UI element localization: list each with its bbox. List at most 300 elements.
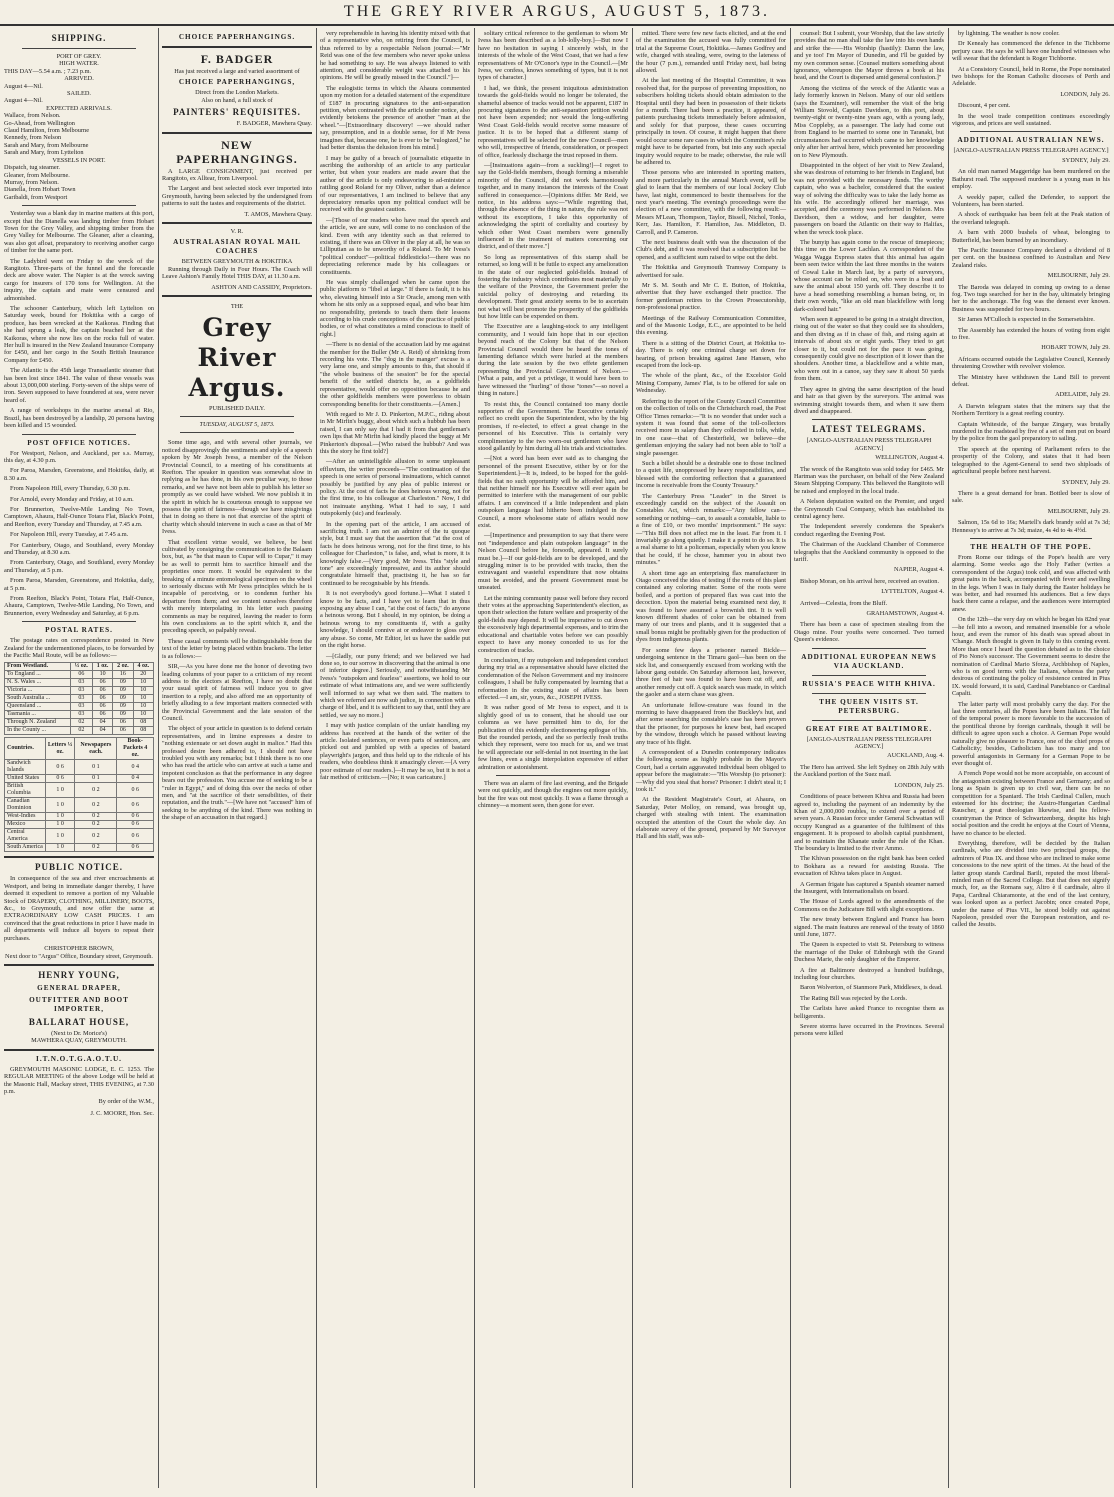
table-cell: 0 2 <box>75 813 117 821</box>
table-cell: 06 <box>113 727 133 735</box>
mail-text: Running through Daily in Four Hours. The Coach will Leave Ashton's Family Hotel THIS DAY, at 11.30 a.m. <box>162 265 312 281</box>
table-header: Newspapers each. <box>75 738 117 760</box>
table-cell: 0 6 <box>117 783 154 798</box>
table-cell: 03 <box>70 711 92 719</box>
divider <box>4 856 154 858</box>
table-header-row <box>5 663 154 671</box>
letter-paragraph: I may with justice complain of the unfair handling my address has received at the hands of the writer of the article. Isolated sentences, or even parts of sentences, are picked out and jumbled up with a species of bastard playwright's jargon, and thus held up to the ridicule of his readers, who doubtless think it amazingly clever.—[A very poor estimate of our readers.]—It may be so, but it is not a fair method of criticism.—[No; it was caricature.] <box>320 722 470 781</box>
post-notice: For Arnold, every Monday and Friday, at 10 a.m. <box>10 495 134 503</box>
telegram-text: Baron Wolverton, of Stanmore Park, Middlesex, is dead. <box>800 984 943 992</box>
letter-paragraph: With regard to Mr J. D. Pinkerton, M.P.C., riding about in Mr Mirfin's buggy, about which such a hubbub has been raised, I can only say that I had it from that gentleman's own lips that Mr Mirfin had kindly placed the buggy at Mr Pinkerton's disposal.—[Who raised the hubbub? And was this the story he first told?] <box>320 410 470 455</box>
public-notice-name: CHRISTOPHER BROWN, <box>44 945 114 953</box>
telegram-place: WELLINGTON, August 4. <box>875 454 944 462</box>
table-cell: United States <box>5 775 46 783</box>
masthead-title: THE GREY RIVER ARGUS, AUGUST 5, 1873. <box>343 3 771 20</box>
table-cell: 10 <box>133 695 153 703</box>
news-paragraph: At the last meeting of the Hospital Committee, it was resolved that, for the purpose of preventing imposition, no subscribers holding tickets should obtain admission to the Hospital until they had been in possession of their tickets for a month. There had been a practice, it appeared, of patients purchasing tickets immediately before admission, and solely for that purpose, these cases occurring principally in town. Of course, it might happen that there would occur some rare cases in which the Committee's rule might have to be departed from, but into any such special inquiry would require to be made; otherwise, the rule will be adhered to. <box>636 77 786 166</box>
mail-line: BETWEEN GREYMOUTH & HOKITIKA <box>181 258 293 266</box>
pope-paragraph: The latter party will most probably carry the day. For the last three centuries, all the Popes have been Italians. The fall of the temporal power is more favorable to the succession of the pontifical throne by foreign cardinals, though it will be difficult to agree upon such a choice. A German Pope would naturally give no pleasure to France, one of the chief props of Catholicity; besides, Catholicism has too many and too powerful antagonists in Germany for a German Pope to be ever thought of. <box>952 700 1110 767</box>
table-cell: Canadian Dominion <box>5 798 46 813</box>
news-paragraph: Meetings of the Railway Communication Committee, and of the Masonic Lodge, E.C., are appointed to be held this evening. <box>636 314 786 337</box>
telegram-text: The Chairman of the Auckland Chamber of Commerce telegraphs that the Auckland community is opposed to the tariff. <box>794 541 944 563</box>
telegram-place: AUCKLAND, Aug. 4. <box>887 752 944 760</box>
expected-item: Sarah and Mary, from Melbourne <box>4 141 89 149</box>
sailed-label: SAILED. <box>67 90 91 98</box>
telegram-text: An old man named Maggeridge has been murdered on the Bathurst road. The supposed murderer is a young man in his employ. <box>952 168 1110 191</box>
vessels-label: VESSELS IN PORT. <box>52 156 106 164</box>
table-cell: South America <box>5 844 46 852</box>
divider <box>22 621 136 622</box>
euro-agency: [ANGLO-AUSTRALIAN PRESS TELEGRAPH AGENCY.] <box>806 735 932 751</box>
telegram-text: The House of Lords agreed to the amendments of the Commons on the Judicature Bill with slight exceptions. <box>794 898 944 913</box>
table-cell: 06 <box>92 695 112 703</box>
letter-paragraph: So long as representatives of this stamp shall be returned, so long will it be futile to expect any amelioration in the state of our neglected gold-fields. Instead of fostering the industry which contributes most materially to the welfare of the Province, the Government prefer the suicidal policy of destroying and retarding its development. Their great anxiety seems to be to ascertain not what will best promote the prosperity of the goldfields but how little can be expended on them. <box>478 253 628 321</box>
telegram-text: Sir James M'Culloch is expected in the Somersetshire. <box>958 316 1095 324</box>
divider <box>4 1049 154 1051</box>
letter-paragraph: It is not everybody's good fortune.]—What I stated I know to be facts, and I have yet to learn that in thus exposing any abuse I can, "at the cost of facts," do anyone a heinous wrong. But I should, in my opinion, be doing a heinous wrong to my constituents if, with a guilty knowledge, I should connive at or endeavor to gloss over any abuse. So come, Mr Editor, let us have the saddle put on the right horse. <box>320 590 470 650</box>
expected-item: Kennedy, from Nelson <box>4 134 62 142</box>
table-cell: 10 <box>133 703 153 711</box>
table-cell: 10 <box>133 687 153 695</box>
table-cell: 09 <box>113 703 133 711</box>
telegram-text: There is a great demand for bran. Bottled beer is slow of sale. <box>952 489 1110 505</box>
table-cell: N. S. Wales ... <box>5 679 71 687</box>
vessel-item: Gleaner, from Melbourne. <box>4 171 70 179</box>
young-line: MAWHERA QUAY, GREYMOUTH. <box>31 1037 127 1045</box>
paper-date: TUESDAY, AUGUST 5, 1873. <box>199 420 275 428</box>
pope-paragraph: From Rome our tidings of the Pope's health are very alarming. Some weeks ago the Holy Father (writes a correspondent of the Argus) took cold, and was affected with great pains in the back, accompanied with fever and swelling in the legs. When I was in Italy during the Easter holidays he was better, and had resumed his audiences. But a few days back there came a relapse, and the audiences were interrupted anew. <box>952 553 1110 613</box>
telegram-text: The Pacific Insurance Company declared a dividend of 8 per cent. on the business confined to Australian and New Zealand risks. <box>952 246 1110 269</box>
telegram-text: A Nelson deputation waited on the Premier, and urged the Greymouth Coal Company, which has established its central agency here. <box>794 498 944 520</box>
table-header: 2 oz. <box>113 663 133 671</box>
telegram-text: Conditions of peace between Khiva and Russia had been agreed to, including the payment of an indemnity by the Khan of 2,000,000 roubles, to extend over a period of seven years. A Russian force under General Schwattan will occupy Kungrad as a guarantee of the fulfilment of this engagement. It is proposed to abolish capital punishment, and to maintain the Khanate under the rule of the Khan. The boundary is limited to the river Ammo. <box>794 793 944 852</box>
paper-published: PUBLISHED DAILY. <box>209 404 265 412</box>
divider <box>812 693 926 694</box>
divider <box>812 675 926 676</box>
table-row <box>5 703 154 711</box>
letter-paragraph: In the opening part of the article, I am accused of sacrificing truth. I am not an admirer of the tu quoque style, but I must say that the assertion that "at the cost of facts he does heinous wrong, not for the first time, to his colleague for Charleston," is false, and, what is more, it is knowingly false.—[Very good, Mr Ivess. This "style and tone" are exceedingly impressive, and its author should congratulate himself that, practising it, he has so far continued to be recognisable by his friends. <box>320 520 470 587</box>
letter-paragraph: The eulogistic terms in which the Ahaura commented upon my motion for a detailed statement of the expenditure of £187 in procuring signatures to the anti-separation petition, when contrasted with the article under notice, also evidently betokens the presence of another "man at the wheel."—[Extraordinary discovery! —we should rather say, presumption, and in a double sense, for if Mr Ivess imagines that, because one, he is ever to be "eulogized," he had better dismiss the delusion from his mind.] <box>320 84 470 152</box>
letter-paragraph: I may be guilty of a breach of journalistic etiquette in ascribing the authorship of an article to any particular writer, but when your readers are made aware that the author of the article is only endeavoring to ad-minister a rattling good Roland for my Oliver, rather than a defence of our representatives, I am inclined to believe that any depreciatory remarks upon my political conduct will be received with the greatest caution. <box>320 154 470 214</box>
table-cell: 06 <box>92 687 112 695</box>
post-notice: For Westport, Nelson, and Auckland, per s.s. Murray, this day, at 4.30 p.m. <box>4 449 154 464</box>
arrived-label: ARRIVED. <box>64 75 94 83</box>
telegram-text: Bishop Moran, on his arrival here, received an ovation. <box>800 577 940 585</box>
telegram-text: The wreck of the Rangitoto was sold today for £465. Mr Hartman was the purchaser, on behalf of the New Zealand Steam Shipping Company. This believed the Rangitoto will be raised and employed in the local trade. <box>794 465 944 495</box>
letter-paragraph: I had, we think, the present iniquitous administration towards the gold-fields would no longer be tolerated, the shameful absence of tracks would not be apparent, £187 in procuring signatures to the anti-separation petition would not have been expended; nor would the long-suffering West Coast Gold-fields would receive some measure of justice. It is to be hoped that a different stamp of representatives will be selected for the new Council—men who will, irrespective of friends, consideration, or prospect of office, fearlessly discharge the trust reposed in them. <box>478 84 628 159</box>
shipping-news: Yesterday was a blank day in marine matters at this port, except that the Dianella was landing timber from Hobart Town for the Grey Valley, and shipping timber from the Grey Valley for Melbourne. The Gleaner, after a cleaning, was also got afloat, preparatory to receiving another cargo of timber for the same port. <box>4 210 154 255</box>
expected-item: Claud Hamilton, from Melbourne <box>4 127 89 135</box>
editorial-paragraph: These casual comments will be distinguishable from the text of the letter by being placed within brackets. The letter is as follows:— <box>162 637 312 660</box>
table-header: Countries. <box>5 738 46 760</box>
table-cell: 1 0 <box>45 813 74 821</box>
telegram-place: LYTTELTON, August 4. <box>881 588 944 596</box>
telegram-place: HOBART TOWN, July 29. <box>1041 344 1110 352</box>
pope-heading: THE HEALTH OF THE POPE. <box>970 542 1092 551</box>
telegram-place: MELBOURNE, July 29. <box>1047 507 1110 515</box>
news-paragraph: Disappointed in the object of her visit to New Zealand, she was desirous of returning to her friends in England, but was not provided with the necessary funds. The worthy captain, who was a bachelor, considered that the easiest way of solving the difficulty was to take the lady home as his wife. He accordingly offered her marriage, was accepted, and the ceremony was performed in Nelson. Mrs Davidson, then a widow, and her daughter, were passengers on board the Atlantic on their way to Halifax, when the wreck took place. <box>794 161 944 236</box>
news-paragraph: counsel: But I submit, your Worship, that the law strictly provides that no man shall take the law into his own hands and strike the——His Worship (hastily): Damn the law, and ye too! I'm Mayor of Dunedin, and I'll be guided by my own common sense. [Counsel mutters something about ignorance, whereupon the Mayor throws a book at his head, and the Court is dispersed amid general confusion.]" <box>794 30 944 82</box>
table-row <box>5 798 154 813</box>
table-cell: Central America <box>5 829 46 844</box>
news-paragraph: Among the victims of the wreck of the Atlantic was a lady formerly known in Nelson. Many of our old settlers (says the Examiner), will remember the visit of the brig William Stovold, Captain Davidson, to this port, about twenty-eight or twenty-nine years ago, with a young lady, Miss Coppleby, as a passenger. The lady had come out from England to be married to some one in Taranaki, but circumstances had occurred which came to her knowledge only after her arrival here, which prevented her proceeding on to New Plymouth. <box>794 84 944 159</box>
news-paragraph: Such a billet should be a desirable one to those inclined to a quiet life, unoppressed by heavy responsibilities, and blessed with the comforting reflection that a guaranteed income is receivable from the County Treasury." <box>636 459 786 490</box>
young-line: (Next to Dr. Morice's) <box>51 1029 107 1037</box>
news-paragraph: The bunyip has again come to the rescue of timepieces; this time on the Lower Lachlan. A correspondent of the Wagga Wagga Express states that this animal has again been seen twice within the last three months in the waters of Cowal Lake in March last, by a party of surveyors, whose account can be relied on, who were in a boat and saw the animal about 150 yards off. They describe it to have a head something resembling a human being, or, in their own words, "like an old man blackfellow with long dark-colored hair." <box>794 238 944 313</box>
letter-paragraph: He was simply challenged when he came upon the public platform to "libel at large." If there is fault, it is his who, elevating himself into a Sir Oracle, among men with whom he sits only as a supposed equal, and who bear him no responsibility, pretends to teach them their lessons according to his crude conceptions of the practice of public bodies, or of what constitutes a mind conscious to itself of right.] <box>320 279 470 338</box>
post-notice: From Napoleon Hill, every Thursday, 6.30 p.m. <box>10 485 130 493</box>
table-cell: 1 0 <box>45 844 74 852</box>
badger-sign: F. BADGER, Mawhera Quay. <box>236 120 312 128</box>
column-6 <box>790 30 948 1488</box>
table-cell: 20 <box>133 671 153 679</box>
letter-paragraph: —[Insinuations again—from a suckling!]—I regret to say the Gold-fields members, though forming a miserable minority of the Council, did not work harmoniously together, and in many instances the interests of the Coast suffered in consequence.—[Opinions differ. Mr Reid, we notice, in his address says:—"While regretting that, through the absence of the thing in nature, the rule was not without its exceptions, I take this opportunity of acknowledging the spirit of cordiality and courtesy by which other West Coast members were generally influenced in the treatment of matters concerning our district, and of their move."] <box>478 161 628 251</box>
table-row <box>5 775 154 783</box>
badger-text: Has just received a large and varied assortment of <box>174 68 300 75</box>
news-paragraph: When seen it appeared to be going in a straight direction, rising out of the water so that they could see its shoulders, and then diving as if in chase of fish, and rising again at intervals of about six or eight yards. They tried to get closer to it, but could not for the pace it was going, consequently could give no description of it lower than the shoulders. Another time, a blackfellow and a white man, who were out in a canoe, say they saw it about 50 yards from them. <box>794 316 944 383</box>
telegram-text: In the wool trade competition continues exceedingly vigorous, and prices are well sustained. <box>952 112 1110 128</box>
column-2 <box>158 30 316 1488</box>
telegram-place: SYDNEY, July 29. <box>1062 156 1110 164</box>
telegram-place: MELBOURNE, July 29. <box>1047 272 1110 280</box>
euro-subheading: THE QUEEN VISITS ST. PETERSBURG. <box>819 697 919 715</box>
table-cell: 1 0 <box>45 783 74 798</box>
badger-line: Direct from the London Markets. <box>195 89 279 97</box>
table-row <box>5 821 154 829</box>
table-cell: 0 4 <box>117 760 154 775</box>
editorial-paragraph: Some time ago, and with several other journals, we noticed disapprovingly the sentiments and style of a speech spoken by Mr Joseph Ivess, a member of the Nelson Provincial Council, to a meeting of his constituents at Reefton. The speaker in question was somewhat slow in replying as he has done, in his own peculiar way, to those remarks, and we have not been able to publish his letter so promptly as we could have wished. We now publish it in the spirit in which he is courteous enough to suppose we possess the spirit of fairness—though we have misgivings that in doing so there is not that exercise of the spirit of charity which should intervene in such a case as that of Mr Ivess. <box>162 439 312 536</box>
table-cell: 1 0 <box>45 829 74 844</box>
editorial-paragraph: The object of your article in question is to defend certain representatives, and in limine expresses a desire to "nothing extenuate or set down aught in malice." Had this professed desire been adhered to, I should not have troubled you with any remarks; but I think there is no one who has read the article who can arrive at such a tame and impotent conclusion as that the performance in any degree bears out the profession. You accuse me of seeking to be a "ruler in Egypt," and of doing this over the necks of other men, and "at the sacrifice of their sensibilities, of their reputation, and the truth."—[We have not "accused" him of seeking to be anything of the kind. There was nothing in the shape of an accusation in that regard.] <box>162 725 312 822</box>
euro-subheading: RUSSIA'S PEACE WITH KHIVA. <box>802 679 936 688</box>
telegram-place: LONDON, July 26. <box>1060 90 1110 98</box>
new-paperhangings-text: A LARGE CONSIGNMENT, just received per Rangitoto, ex Alltear, from Liverpool. <box>162 167 312 183</box>
telegram-text: Captain Whiteside, of the barque Zingary, was brutally murdered in the roadstead by five of a set of men put on board by the police from the gaol preparatory to sailing. <box>952 420 1110 443</box>
table-row <box>5 671 154 679</box>
telegram-text: The Khivan possession on the right bank has been ceded to Bokhara as a reward for assisting Russia. The evacuation of Khiva takes place in August. <box>794 855 944 878</box>
telegram-place: GRAHAMSTOWN, August 4. <box>866 610 944 618</box>
paper-the: THE <box>230 303 244 311</box>
new-paperhangings-text: The Largest and best selected stock ever imported into Greymouth, having been selected by the undersigned from patterns to suit the tastes and requirements of the district. <box>162 185 312 208</box>
telegram-text: Africans occurred outside the Legislative Council, Kennedy threatening Crowther with revolver violence. <box>952 355 1110 371</box>
shipping-heading: SHIPPING. <box>51 33 107 43</box>
divider <box>162 222 312 224</box>
news-paragraph: They agree in giving the same description of the head and hair as that given by the surveyors. The animal was swimming straight towards them, and when it saw them dived and disappeared. <box>794 385 944 415</box>
telegram-text: The Assembly has extended the hours of voting from eight to five. <box>952 326 1110 341</box>
divider <box>812 720 926 721</box>
arrived: August 4—Nil. <box>4 82 43 90</box>
telegram-text: At a Consistory Council, held in Rome, the Pope nominated two bishops for the Roman Catholic dioceses of Perth and Adelaide. <box>952 65 1110 88</box>
news-paragraph: The Hokitika and Greymouth Tramway Company is advertised for sale. <box>636 264 786 279</box>
telegram-text: Dr Kenealy has commenced the defence in the Tichborne perjury case. He says he will have one hundred witnesses who will swear that the defendant is Roger Tichborne. <box>952 40 1110 63</box>
letter-paragraph: very reprehensible in having his identity mixed with that of a representative who, on retiring from the Council, is thus referred to by a respectable Nelson journal:—"Mr Reid was one of the few members who never spoke unless he had something to say. He was always listened to with attention, and considerable weight was attached to his opinions. He will be greatly missed in the Council."]— <box>320 30 470 82</box>
table-cell: 0 1 <box>75 775 117 783</box>
table-row <box>5 695 154 703</box>
high-water: THIS DAY—5.54 a.m. ; 7.23 p.m. <box>4 67 92 75</box>
news-paragraph: The next business dealt with was the discussion of the Club's debt, and it was resolved that a subscription list be opened, and a sufficient sum raised to wipe out the debt. <box>636 238 786 261</box>
australian-news-agency: [ANGLO-AUSTRALIAN PRESS TELEGRAPH AGENCY.] <box>953 147 1109 155</box>
young-line: OUTFITTER AND BOOT IMPORTER, <box>29 995 129 1013</box>
letter-paragraph: In conclusion, if my outspoken and independent conduct during my trial as a representative should have elicited the condemnation of the Nelson Government and my insincere colleagues, I shall be fully compensated by learning that a reformation in the existing state of affairs has been effected.—I am, sir, yours, &c., JOSEPH IVESS. <box>478 656 628 701</box>
table-row <box>5 711 154 719</box>
vessel-item: Dispatch, tug steamer. <box>4 164 60 172</box>
table-cell: Through N. Zealand <box>5 719 71 727</box>
table-cell: 09 <box>113 687 133 695</box>
postal-rates-intro: The postage rates on correspondence posted in New Zealand for the undermentioned places, to be forwarded by the Pacific Mail Route, will be as follows:— <box>4 637 154 660</box>
table-cell: 02 <box>70 727 92 735</box>
divider <box>812 419 926 420</box>
table-cell: 03 <box>70 687 92 695</box>
column-7 <box>948 30 1114 1488</box>
public-notice-address: Next door to "Argus" Office, Boundary street, Greymouth. <box>5 952 153 960</box>
table-cell: 0 4 <box>117 775 154 783</box>
table-header-row <box>5 738 154 760</box>
table-cell: 10 <box>133 711 153 719</box>
letter-paragraph: It was rather good of Mr Ivess to expect, and it is slightly good of us to consent, that he should use our columns as we have permitted him to do, for the publication of this evidently electioneering epilogue of his. But the rounded periods, and the so perfectly fresh truths which they represent, were too much for us, and we trust he will appreciate our self-denial in not inserting in the last few lines, even a single interpolation expressive of either admiration or astonishment. <box>478 704 628 771</box>
news-paragraph: Mr S. M. South and Mr C. E. Button, of Hokitika, advertise that they have exchanged their practice. The former gentleman retires to the Crown Prosecutorship, non-professional practice. <box>636 282 786 312</box>
high-water-label: HIGH WATER. <box>59 60 99 68</box>
divider <box>496 775 610 776</box>
table-cell: 04 <box>92 719 112 727</box>
post-notice: For Brunnerton, Twelve-Mile Landing No Town, Camptown, Ahaura, Half-Ounce Totara Flat, Black's Point, and Reefton, every Tuesday and Thursday, at 7.45 a.m. <box>4 505 154 528</box>
table-row <box>5 760 154 775</box>
post-notice: For Napoleon Hill, every Tuesday, at 7.45 a.m. <box>10 531 129 539</box>
table-cell: 1 0 <box>45 798 74 813</box>
table-header: 1 oz. <box>92 663 112 671</box>
young-name: HENRY YOUNG, <box>38 969 120 980</box>
public-notice-heading: PUBLIC NOTICE. <box>34 862 123 873</box>
latest-telegrams-heading: LATEST TELEGRAMS. <box>812 424 926 435</box>
lodge-text: GREYMOUTH MASONIC LODGE, E. C. 1253. The REGULAR MEETING of the above Lodge will be held at the Masonic Hall, Mackay street, THIS EVENING, at 7.30 p.m. <box>4 1065 154 1095</box>
table-cell: Victoria ... <box>5 687 71 695</box>
vessel-item: Dianella, from Hobart Town <box>4 186 76 194</box>
mail-sign: ASHTON AND CASSIDY, Proprietors. <box>211 283 312 291</box>
divider <box>812 648 926 649</box>
telegram-text: The Rating Bill was rejected by the Lords. <box>800 994 908 1002</box>
table-cell: 09 <box>113 679 133 687</box>
port-heading: PORT OF GREY. <box>56 53 102 60</box>
shipping-news: The Ladybird went on Friday to the wreck of the Rangitoto. Three-parts of the funnel and the forecastle deck are above water. The Napier is at the wreck saving cargo for insurers of 170 tons for Wellington. At the inquiry, the captain and mate were censured and admonished. <box>4 257 154 302</box>
table-cell: 06 <box>92 711 112 719</box>
table-cell: 0 6 <box>45 760 74 775</box>
news-paragraph: A correspondent of a Dunedin contemporary indicates the following scene as highly probable in the Mayor's Court, had a certain aggravated individual been obliged to appear before the magistrate:—"His Worship (to prisoner):—Why did you steal that horse? Prisoner: I didn't steal it; I took it." <box>636 748 786 793</box>
table-cell: 08 <box>133 727 153 735</box>
expected-item: Wallace, from Nelson. <box>4 112 61 120</box>
telegram-place: NAPIER, August 4. <box>893 566 944 574</box>
euro-news-heading: ADDITIONAL EUROPEAN NEWS VIA AUCKLAND. <box>801 652 937 670</box>
table-cell: In the County ... <box>5 727 71 735</box>
table-cell: 10 <box>92 671 112 679</box>
table-cell: 0 6 <box>117 821 154 829</box>
expected-item: Go-Ahead, from Wellington <box>4 119 75 127</box>
news-paragraph: A short time ago an enterprising flax manufacturer in Otago conceived the idea of testing if the roots of this plant contained any coloring matter. Some of the roots were boiled, and a portion of prepared flax was cast into the decoction. Upon the material being examined next day, it was found to have assumed a brownish tint. It is well known different shades of color can be obtained from many of our trees and plants, and it is suggested that a small bonus might be profitably given for the production of dyes from indigenous plants. <box>636 569 786 644</box>
lodge-sign: J. C. MOORE, Hon. Sec. <box>90 1109 154 1117</box>
telegram-text: by lightning. The weather is now cooler. <box>958 30 1060 37</box>
table-header: ½ oz. <box>70 663 92 671</box>
table-cell: 03 <box>70 695 92 703</box>
table-row <box>5 813 154 821</box>
table-cell: 02 <box>70 719 92 727</box>
letter-paragraph: —After an unintelligible allusion to some unpleasant effluvium, the writer proceeds—"The continuation of the speech is one series of personal insinuations, which cannot possibly be justified by any plea of public interest or policy. At the cost of facts he does heinous wrong, not for the first time, to his colleague at Charleston." Now, I did not insinuate anything. What I had to say, I said outspokenly (sic) and fearlessly. <box>320 458 470 518</box>
table-cell: 0 6 <box>117 813 154 821</box>
public-notice-text: In consequence of the sea and river encroachments at Westport, and being in immediate danger thereby, I have deemed it expedient to remove a portion of my Valuable Stock of DRAPERY, CLOTHING, MILLINERY, BOOTS, &c., to Greymouth, and now offer the same at EXTRAORDINARY LOW CASH PRICES. I am convinced that the great reductions in price I have made in all departments will induce all buyers to repeat their purchases. <box>4 875 154 942</box>
table-header: 4 oz. <box>133 663 153 671</box>
divider <box>22 205 136 206</box>
divider <box>162 295 312 297</box>
divider <box>180 416 294 417</box>
telegram-text: A shock of earthquake has been felt at the Peak station of the overland telegraph. <box>952 211 1110 226</box>
expected-item: Sarah and Mary, from Lyttelton <box>4 149 84 157</box>
table-cell: 09 <box>113 695 133 703</box>
table-cell: 03 <box>70 703 92 711</box>
table-cell: Mexico <box>5 821 46 829</box>
table-cell: 0 6 <box>45 775 74 783</box>
table-cell: 16 <box>113 671 133 679</box>
telegram-text: A Darwin telegram states that the miners say that the Northern Territory is a great reefing country. <box>952 402 1110 418</box>
letter-paragraph: —[Those of our readers who have read the speech and the article, we are sure, will come to no conclusion of the kind. Even with any identity such as that referred to existing, if there was an Oliver in the play at all, he was so Lilliputian as to be unworthy of a Roland. To Mr Ivess's "political conduct"—political fiddlesticks!—there was no depreciating reference made by his colleagues or constituents. <box>320 216 470 276</box>
news-paragraph: The Canterbury Press "Leader" in the Street is exceedingly candid on the subject of the Assault on Constables Act, which remarks:—"Any fellow can—something or nothing—can, to assault a constable, liable to a fine of £10, or two months' imprisonment." He says:—"This Bill does not affect me in the least. Far from it. I invariably go along quietly. I make it a point to do so. It is a real shame to hit a policeman, especially when you know that he could, if he chose, hammer you in about two minutes." <box>636 492 786 567</box>
news-paragraph: An unfortunate fellow-creature was found in the morning to have disappeared from the Buckley's hut, and after some searching the constable's case has been proven that the prisoner, for purposes he knew best, had escaped by the window, through which he passed without leaving any trace of his flight. <box>636 701 786 746</box>
euro-subheading: GREAT FIRE AT BALTIMORE. <box>805 724 933 733</box>
news-paragraph: The whole of the plant, &c., of the Excelsior Gold Mining Company, James' Flat, is to be offered for sale on Wednesday. <box>636 372 786 395</box>
badger-line: PAINTERS' REQUISITES. <box>173 107 301 118</box>
divider <box>4 964 154 966</box>
telegram-text: Severe storms have occurred in the Provinces. Several persons were killed <box>794 1023 944 1038</box>
table-cell: Tasmania ... <box>5 711 71 719</box>
post-notice: From Reefton, Black's Point, Totara Flat, Half-Ounce, Ahaura, Camptown, Twelve-Mile Landing, No Town, and Brunnerton, every Wednesday and Saturday, at 6 p.m. <box>4 595 154 617</box>
foreign-rates-table <box>4 737 154 852</box>
postal-rates-table <box>4 662 154 735</box>
telegram-text: The Queen is expected to visit St. Petersburg to witness the marriage of the Duke of Edinburgh with the Grand Duchess Marie, the only daughter of the Emperor. <box>794 941 944 964</box>
shipping-news: A range of workshops in the marine arsenal at Rio, Brazil, has been destroyed by a landslip, 20 persons having been killed and 15 wounded. <box>4 407 154 430</box>
table-cell: 10 <box>133 679 153 687</box>
table-cell: Sandwich Islands <box>5 760 46 775</box>
sailed: August 4—Nil. <box>4 97 43 105</box>
telegram-text: Arrived—Celestia, from the Bluff. <box>800 599 888 607</box>
shipping-news: The Atlantic is the 45th large Transatlantic steamer that has been lost since 1841. The value of these vessels was about 13,000,000 sterling. Forty-seven of the ships were of iron. Seven supposed to have foundered at sea, were never heard of. <box>4 367 154 404</box>
news-paragraph: At the Resident Magistrate's Court, at Ahaura, on Saturday, Peter Molloy, on remand, was brought up, charged with stealing with intent. The examination occupied the attention of the Court the whole day. An elaborate survey of the ground, prepared by Mr Surveyor Hall and his staff, was sub- <box>636 796 786 841</box>
letter-paragraph: To resist this, the Council contained too many docile supporters of the Government. The Executive certainly reflect no credit upon the Superintendent, who by the big promises, if re-elected, to effect a great change in the personnel of his Executive. This is certainly very complimentary to the two worn-out gentlemen who have stood gallantly by him during all his trials and vicissitudes. <box>478 400 628 452</box>
telegram-text: A weekly paper, called the Defender, to support the Volunteers, has been started. <box>952 193 1110 208</box>
table-cell: 0 1 <box>75 760 117 775</box>
telegram-text: A barn with 2000 bushels of wheat, belonging to Butterfield, has been burned by an incendiary. <box>952 229 1110 244</box>
table-cell: 0 2 <box>75 783 117 798</box>
table-cell: 0 2 <box>75 798 117 813</box>
post-notice: From Paroa, Marsden, Greenstone, and Hokitika, daily, at 5 p.m. <box>4 577 154 592</box>
paper-masthead <box>162 303 312 433</box>
table-cell: To England ... <box>5 671 71 679</box>
table-row <box>5 719 154 727</box>
divider <box>162 132 312 134</box>
table-header: From Westland. <box>5 663 71 671</box>
telegram-text: The Independent severely condemns the Speaker's conduct regarding the Evening Post. <box>794 523 944 538</box>
table-cell: 0 6 <box>117 829 154 844</box>
letter-paragraph: —[Gladly, our puny friend; and we believed we had done so, to our sorrow in discovering that the animal is one of inferior degree.] Seriously, and notwithstanding Mr Ivess's "outspoken and fearless" assertions, we hold to our estimate of what intimations are, and we were sufficiently well informed to say what we then said. The matters to which we referred are now sub judice, in connection with a charge of libel, and it is sufficient to say that, until they are settled, we say no more.] <box>320 652 470 719</box>
telegram-text: The Baroda was delayed in coming up owing to a dense fog. Two tugs searched for her in the bay, ultimately bringing her to the anchorage. The fog was the densest ever known. Business was suspended for two hours. <box>952 283 1110 313</box>
letter-paragraph: —[Impertinence and presumption to say that there were not "independence and plain outspoken language" in the Nelson Council before he, forsooth, appeared. It surely must be.]—If our gold-fields are to be developed, and the struggling miner is to be provided with tracks, then the extravagant and wasteful expenditure that now obtains must be avoided, and the present Government must be unseated. <box>478 532 628 592</box>
telegram-text: The new treaty between England and France has been signed. The main features are renewal of the treaty of 1860 until June, 1877. <box>794 916 944 938</box>
telegram-text: There has been a case of specimen stealing from the Otago mine. Four youths were concerned. Two turned Queen's evidence. <box>794 621 944 644</box>
table-row <box>5 679 154 687</box>
telegram-place: ADELAIDE, July 29. <box>1055 391 1110 399</box>
letter-paragraph: Let the mining community pause well before they record their votes at the approaching Superintendent's election, as upon their selection the future welfare and prosperity of the gold-fields may depend. It will be imperative to cut down the excessively high departmental expenses, and to trim the educational and charitable votes before we can possibly expect to have any money conceded to us for the construction of tracks. <box>478 594 628 654</box>
telegram-text: Discount, 4 per cent. <box>958 102 1011 110</box>
news-paragraph: There was an alarm of fire last evening, and the Brigade were out quickly, and though the engines out more quickly, but the fire was out most quickly. It was a flame through a chimney—a moment seen, then gone for ever. <box>478 780 628 810</box>
telegram-text: The Ministry have withdrawn the Land Bill to prevent defeat. <box>952 373 1110 389</box>
table-row <box>5 829 154 844</box>
paper-name: Grey River Argus. <box>188 312 286 402</box>
divider <box>180 432 294 433</box>
telegram-place: LONDON, July 25. <box>894 781 944 789</box>
table-cell: 03 <box>70 679 92 687</box>
latest-telegrams-agency: [ANGLO-AUSTRALIAN PRESS TELEGRAPH AGENCY.] <box>806 437 932 452</box>
vessel-item: Garibaldi, from Westport <box>4 193 68 201</box>
table-row <box>5 783 154 798</box>
table-cell: 06 <box>70 671 92 679</box>
table-cell: 06 <box>92 679 112 687</box>
badger-line: Also on hand, a full stock of <box>201 96 273 104</box>
pope-paragraph: Everything, therefore, will be decided by the Italian cardinals, who are divided into two principal groups, the admirers of Pius IX. and those who are inclined to make some concessions to the new spirit of the times. At the head of the latter group stands Cardinal Barili, reputed the most liberal-minded man of the Sacred College. But that does not signify much, for, as the Romans say, Altro è il cardinale, altro il Papa, Cardinal Chiaramonte, at the end of the last century, was looked upon as a perfect Jacobin; once created Pope, under the name of Pius VII., he stood boldly out against Napoleon, presided over the European restoration, and re-called the Jesuits. <box>952 839 1110 929</box>
australian-news-heading: ADDITIONAL AUSTRALIAN NEWS. <box>957 136 1105 145</box>
table-cell: West-Indies <box>5 813 46 821</box>
new-paperhangings-sign: T. AMOS, Mawhera Quay. <box>244 210 312 218</box>
new-paperhangings-heading: NEW PAPERHANGINGS. <box>176 137 298 166</box>
lodge-sign: By order of the W.M., <box>98 1098 154 1106</box>
letter-paragraph: solitary critical reference to the gentleman to whom Mr Ivess has been described as a lob-lolly-boy.]—But now I have no hesitation in saying I sincerely wish, in the interests of the whole of the West Coast, that we had a few representatives of Mr O'Conor's type in the Council.—[Mr Ivess, we confess, knows something of types, but it is not types of character.] <box>478 30 628 82</box>
divider <box>970 131 1092 132</box>
divider <box>162 46 312 48</box>
table-row <box>5 727 154 735</box>
news-paragraph: Referring to the report of the County Council Committee on the collection of tolls on the Christchurch road, the Post Office Times remarks:—"It is no wonder that under such a system it was found that some of the toll-collectors received more in salary than they collected in tolls, while, in one case—that of Chesterfield, we believe—the gentleman enjoying the salary had not been able to 'toll' a single passenger. <box>636 397 786 457</box>
table-cell: 06 <box>92 703 112 711</box>
table-cell: 04 <box>92 727 112 735</box>
table-cell: 06 <box>113 719 133 727</box>
telegram-text: Salmon, 15s 6d to 16s; Martell's dark brandy sold at 7s 3d; Hennessy's to arrive at 7s 3d; maize, 4s 4d to 4s 4½d. <box>952 519 1110 534</box>
choice-heading: CHOICE PAPERHANGINGS. <box>178 33 296 41</box>
vessel-item: Murray, from Nelson. <box>4 178 59 186</box>
divider <box>22 434 136 435</box>
mail-vr: V. R. <box>230 228 244 236</box>
editorial-paragraph: SIR,—As you have done me the honor of devoting two leading columns of your paper to a criticism of my recent address to the electors at Reefton, I have no doubt that your usual spirit of fairness will induce you to give insertion to a reply, and also afford me an opportunity of briefly alluding to a few important matters connected with the Provincial Government and the late session of the Council. <box>162 663 312 722</box>
young-line: BALLARAT HOUSE, <box>28 1016 130 1027</box>
expected-label: EXPECTED ARRIVALS. <box>46 104 112 112</box>
table-header: Letters ½ oz. <box>45 738 74 760</box>
telegram-text: A German frigate has captured a Spanish steamer named the Insurgent, with Internationalists on board. <box>794 880 944 895</box>
telegram-place: SYDNEY, July 29. <box>1062 478 1110 486</box>
table-cell: 0 6 <box>117 844 154 852</box>
table-cell: 0 2 <box>75 844 117 852</box>
badger-name: F. BADGER <box>200 52 274 66</box>
mail-heading: AUSTRALASIAN ROYAL MAIL COACHES <box>173 238 301 256</box>
table-cell: 0 2 <box>75 821 117 829</box>
column-1 <box>0 30 158 1488</box>
table-row <box>5 844 154 852</box>
table-cell: Queensland ... <box>5 703 71 711</box>
table-cell: 1 0 <box>45 821 74 829</box>
table-cell: 0 2 <box>75 829 117 844</box>
news-paragraph: Those persons who are interested in sporting matters, and more particularly in the annual March event, will be glad to learn that the members of our local Jockey Club have, last night, commenced to bestir themselves for the next year's meeting. The evening's proceedings were the election of a new committee, with the following result:—Messrs M'Lean, Thompson, Taylor, Bissell, Nichol, Tonks, Kerr, Jas. Hamilton, F. Hamilton, Jas. Middleton, D. Carroll, and P. Cameron. <box>636 169 786 236</box>
pope-paragraph: On the 12th—the very day on which he began his 82nd year—he fell into a swoon, and remained insensible for a whole hour, and even the rumor of his death was spread about in 'Change. Much thought is given in Italy to this coming event. More than once I heard the question debated as to the choice of Pio Nono's successor. The Government seems to desire the nomination of Cardinal Mario Sforza, Archbishop of Naples, who is on good terms with the Italians, whereas the party desirous of continuing the policy of resistence centred in Pius IX. would forward, it is said, Cardinal Panebianco or Cardinal Capalti. <box>952 616 1110 698</box>
telegram-text: The speech at the opening of Parliament refers to the prosperity of the Colony, and states that it had been telegraphed to the Agent-General to send two shiploads of agricultural people before next harvest. <box>952 445 1110 476</box>
column-3 <box>316 30 474 1488</box>
news-paragraph: For some few days a prisoner named Bickle—undergoing sentence in the Timaru gaol—has been on the sick list, and consequently excused from working with the labour gang outside. On Saturday afternoon last, however, three feet of hair was found to have been cut off, and another remedy cut off. A quick search was made, in which the gaoler and a stern chase was given. <box>636 646 786 699</box>
masthead <box>0 0 1114 26</box>
divider <box>970 538 1092 539</box>
letter-paragraph: —There is no denial of the accusation laid by me against the member for the Buller (Mr A. Reid) of shrinking from recording his vote. The "dog in the manger" excuse is a very lame one, and simply amounts to this, that should if "the whole business of the session" be for the special benefit of the settled districts he, as a goldfields representative, would offer no opposition because he and the other goldfields members were powerless to obtain corresponding benefits for their constituents.—[Amen.] <box>320 341 470 408</box>
table-cell: 09 <box>113 711 133 719</box>
post-notice: For Paroa, Marsden, Greenstone, and Hokitika, daily, at 8.30 a.m. <box>4 467 154 482</box>
editorial-paragraph: That excellent virtue would, we believe, be best cultivated by consigning the communication to the Balaam box, but, as "he that maun to Cupar will to Cupar," it may be as well to permit him to sacrifice himself and the proprieties once more. It would be equivalent to the breaking of a minute entomological specimen on the wheel to seriously discuss with Mr Ivess principles which he is incapable of perceiving, or to condemn further his departure from them; and we content ourselves therefore with merely interpolating in his letter such passing comments as may be required, leaving the reader to form his own conclusions as to the spirit which it, and the preceding speech, so palpably reveal. <box>162 538 312 635</box>
